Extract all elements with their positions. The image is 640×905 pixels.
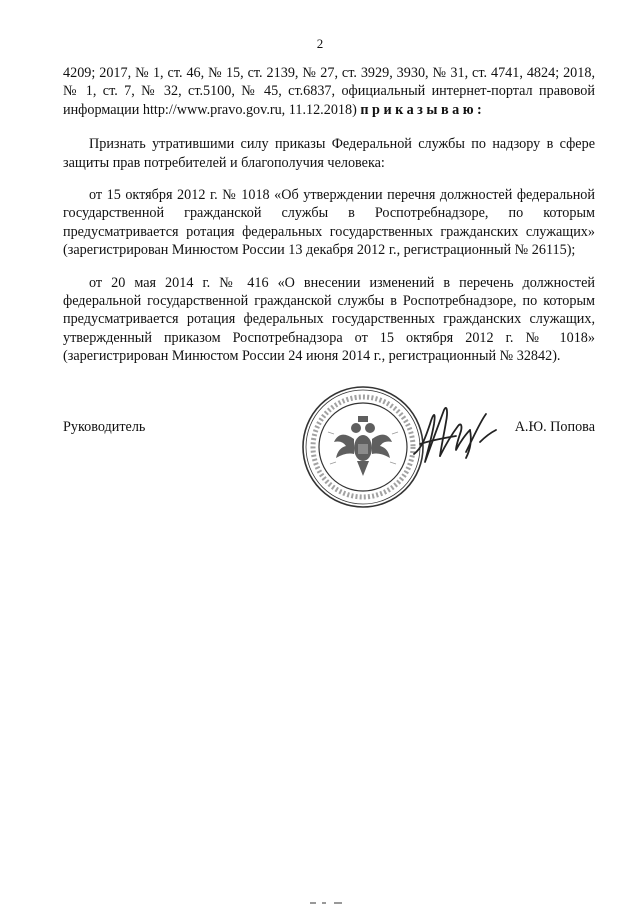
- signature-block: [63, 419, 595, 439]
- paragraph-order-1018: от 15 октября 2012 г. № 1018 «Об утверждении перечня должностей федеральной государственной гражданской службы в Роспотребнадзоре, по которым предусматривается ротация федеральных государственных гражданских служащих» (зарегистрирован Минюстом России 13 декабря 2012 г., регистрационный № 26115);: [63, 187, 595, 259]
- order-word: приказываю:: [360, 101, 486, 118]
- scan-edge-mark: [300, 901, 360, 905]
- signer-name: А.Ю. Попова: [514, 419, 595, 435]
- document-body: [63, 64, 595, 366]
- paragraph-order-416: от 20 мая 2014 г. № 416 «О внесении изменений в перечень должностей федеральной государственной гражданской службы в Роспотребнадзоре, по которым предусматривается ротация федеральных государственных гражданских служащих, утвержденный приказом Роспотребнадзора от 15 октября 2012 г. № 1018» (зарегистрирован Минюстом России 24 июня 2014 г., регистрационный № 32842).: [63, 274, 595, 365]
- intro-text: 4209; 2017, № 1, ст. 46, № 15, ст. 2139, № 27, ст. 3929, 3930, № 31, ст. 4741, 4824; 2018, № 1, ст. 7, № 32, ст.5100, № 45, ст.6837, официальный интернет-портал правовой информации http://www.pravo.gov.ru, 11.12.2018): [63, 65, 595, 118]
- page-number: 2: [316, 36, 324, 51]
- signer-role: Руководитель: [63, 419, 146, 435]
- intro-paragraph: [63, 64, 595, 119]
- paragraph-revoke: Признать утратившими силу приказы Федеральной службы по надзору в сфере защиты прав потребителей и благополучия человека:: [63, 136, 595, 171]
